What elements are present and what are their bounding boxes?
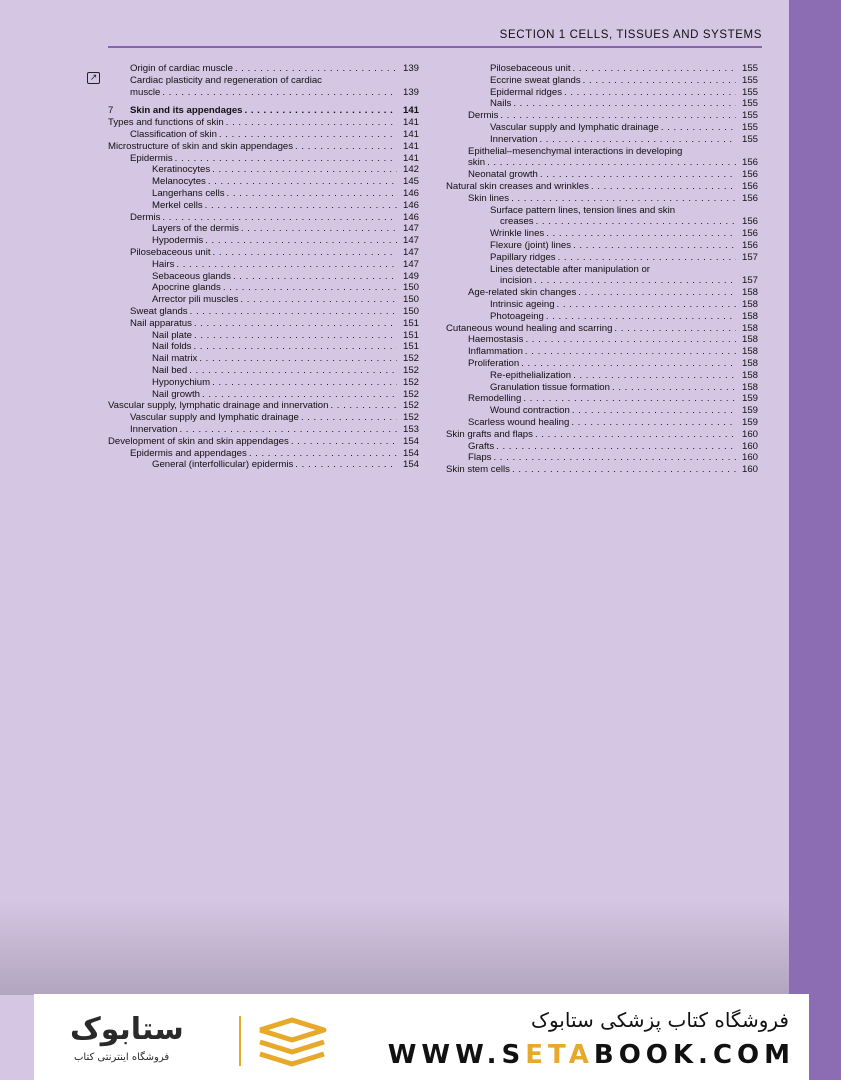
toc-entry [108,365,419,377]
toc-page-number: 155 [741,110,758,122]
dot-leader [513,98,736,110]
toc-page-number: 160 [741,428,758,440]
toc-page-number: 156 [741,216,758,228]
dot-leader [572,405,736,417]
toc-entry-title: Pilosebaceous unit [490,63,571,74]
toc-page-number: 154 [402,435,419,447]
toc-entry-title: Hyponychium [152,376,211,388]
toc-entry [108,200,419,212]
toc-entry [446,275,758,287]
toc-page-number: 156 [741,157,758,169]
toc-page-number: 152 [402,412,419,424]
toc-column-right [446,63,758,476]
dot-leader [175,153,397,165]
dot-leader [212,377,397,389]
toc-page-number: 147 [402,246,419,258]
toc-entry [446,252,758,264]
toc-entry-title: Wound contraction [490,405,570,417]
toc-page-number: 147 [402,258,419,270]
toc-page-number: 150 [402,305,419,317]
toc-entry [446,441,758,453]
brand-logo-subtitle: فروشگاه اینترنتی کتاب [74,1052,170,1063]
dot-leader [190,306,397,318]
toc-entry [108,436,419,448]
toc-entry [108,63,419,75]
toc-entry-title: Innervation [130,423,178,435]
dot-leader [189,365,397,377]
dot-leader [212,164,397,176]
dot-leader [536,216,736,228]
toc-entry-title: Eccrine sweat glands [490,74,581,86]
toc-entry [446,382,758,394]
toc-entry-title: Types and functions of skin [108,117,224,129]
toc-entry-title: Langerhans cells [152,187,225,199]
toc-entry-title: Apocrine glands [152,282,221,294]
toc-page-number: 158 [741,287,758,299]
toc-page-number: 141 [402,128,419,140]
toc-entry [108,188,419,200]
online-content-icon: ↗ [87,72,100,84]
url-part-2: BOOK.COM [593,1040,795,1070]
dot-leader [213,247,397,259]
toc-page-number: 155 [741,133,758,145]
toc-entry-title: Merkel cells [152,199,203,211]
dot-leader [487,157,736,169]
toc-entry [446,146,758,158]
toc-entry [446,216,758,228]
toc-page-number: 150 [402,294,419,306]
toc-entry-title: Scarless wound healing [468,416,570,428]
dot-leader [591,181,736,193]
toc-entry-title: Vascular supply and lymphatic drainage [130,412,299,424]
toc-entry [446,87,758,99]
toc-page-number: 151 [402,317,419,329]
dot-leader [546,228,736,240]
dot-leader [241,223,397,235]
toc-entry-title: Dermis [468,110,499,122]
toc-entry-title: muscle [130,86,161,98]
toc-page-number: 156 [741,169,758,181]
toc-entry [108,271,419,283]
toc-entry [108,412,419,424]
toc-entry-title: Neonatal growth [468,169,538,181]
toc-entry [108,164,419,176]
toc-entry-title: Hypodermis [152,235,204,247]
toc-entry-title: creases [500,216,534,228]
toc-page-number: 141 [402,152,419,164]
toc-entry-title: Skin stem cells [446,464,510,476]
toc-entry [446,334,758,346]
toc-entry-title: Photoageing [490,310,544,322]
toc-page-number: 155 [741,86,758,98]
toc-entry-title: Nail folds [152,341,192,353]
toc-entry-title: Age-related skin changes [468,287,577,299]
toc-page-number: 155 [741,98,758,110]
toc-page-number: 139 [402,63,419,74]
toc-entry [446,63,758,75]
toc-entry-title: Melanocytes [152,176,206,188]
toc-entry-title: Dermis [130,211,161,223]
toc-page-number: 152 [402,388,419,400]
toc-page-number: 142 [402,164,419,176]
toc-page-number: 159 [741,405,758,417]
toc-entry [108,212,419,224]
toc-entry-title: incision [500,275,532,287]
dot-leader [525,334,736,346]
toc-page-number: 155 [741,121,758,133]
toc-entry-title: Papillary ridges [490,251,556,263]
toc-page-number: 141 [402,140,419,152]
toc-entry-title: Granulation tissue formation [490,381,610,393]
toc-page-number: 152 [402,400,419,412]
toc-page-number: 156 [741,228,758,240]
toc-entry-title: Wrinkle lines [490,228,545,240]
dot-leader [661,122,736,134]
toc-entry [108,400,419,412]
dot-leader [500,110,736,122]
toc-entry [446,75,758,87]
url-part-1: WWW.S [387,1040,526,1070]
dot-leader [162,212,397,224]
toc-entry [108,105,419,117]
toc-page-number: 158 [741,369,758,381]
toc-entry [108,153,419,165]
toc-entry [108,75,419,87]
dot-leader [194,318,397,330]
toc-entry [446,169,758,181]
toc-entry [108,330,419,342]
book-stack-logo-icon [252,1016,332,1068]
dot-leader [199,353,397,365]
toc-entry-title: Hairs [152,258,175,270]
dot-leader [573,240,736,252]
toc-page-number: 152 [402,353,419,365]
toc-page-number: 152 [402,376,419,388]
shop-title: فروشگاه کتاب پزشکی ستابوک [531,1008,789,1032]
toc-page-number: 158 [741,322,758,334]
toc-entry-title: Grafts [468,440,495,452]
dot-leader [240,294,397,306]
dot-leader [546,311,736,323]
dot-leader [583,75,736,87]
toc-entry [108,294,419,306]
dot-leader [521,358,736,370]
dot-leader [179,424,397,436]
dot-leader [295,141,397,153]
dot-leader [496,441,736,453]
toc-page-number: 158 [741,381,758,393]
toc-entry [446,323,758,335]
toc-entry-title: Innervation [490,133,538,145]
toc-entry-title: Flexure (joint) lines [490,239,572,251]
dot-leader [578,287,736,299]
dot-leader [523,393,736,405]
dot-leader [557,299,736,311]
toc-entry [108,235,419,247]
toc-entry-title: Pilosebaceous unit [130,246,211,258]
toc-entry [108,259,419,271]
toc-page-number: 154 [402,447,419,459]
toc-entry-title: Epidermis [130,152,173,164]
toc-entry-title: Skin and its appendages [130,105,243,117]
toc-page-number: 146 [402,187,419,199]
toc-entry-title: Epidermis and appendages [130,447,247,459]
toc-entry [446,264,758,276]
toc-entry [108,176,419,188]
toc-page-number: 158 [741,298,758,310]
toc-entry-title: Vascular supply and lymphatic drainage [490,121,659,133]
toc-entry [446,429,758,441]
toc-entry-title: Cardiac plasticity and regeneration of cardiac [130,74,322,86]
dot-leader [235,63,397,75]
toc-entry-title: Re-epithelialization [490,369,572,381]
toc-page-number: 159 [741,393,758,405]
toc-entry [108,424,419,436]
dot-leader [493,452,736,464]
toc-page-number: 159 [741,416,758,428]
toc-entry-title: Microstructure of skin and skin appendages [108,140,294,152]
toc-page-number: 147 [402,235,419,247]
dot-leader [573,370,736,382]
toc-page-number: 152 [402,364,419,376]
toc-entry-title: Haemostasis [468,334,524,346]
toc-page-number: 157 [741,275,758,287]
running-header [108,28,762,48]
toc-entry-title: Cutaneous wound healing and scarring [446,322,613,334]
dot-leader [612,382,736,394]
dot-leader [525,346,736,358]
dot-leader [558,252,736,264]
toc-entry [446,405,758,417]
toc-entry [446,311,758,323]
toc-page-number: 158 [741,346,758,358]
publisher-footer [34,994,809,1080]
toc-entry-title: Lines detectable after manipulation or [490,263,650,275]
toc-entry-title: Development of skin and skin appendages [108,435,289,447]
toc-entry-title: Intrinsic ageing [490,298,555,310]
toc-entry [446,134,758,146]
dot-leader [511,193,736,205]
toc-entry [108,117,419,129]
toc-page-number: 156 [741,239,758,251]
toc-entry [108,318,419,330]
toc-entry [446,181,758,193]
toc-entry [446,287,758,299]
toc-entry [108,223,419,235]
toc-entry-title: Keratinocytes [152,164,211,176]
toc-page-number: 157 [741,251,758,263]
dot-leader [573,63,736,75]
toc-entry [446,110,758,122]
toc-entry-title: Layers of the dermis [152,223,239,235]
dot-leader [226,117,397,129]
toc-entry-title: Skin lines [468,192,510,204]
toc-page-number: 141 [402,117,419,129]
toc-entry [108,448,419,460]
toc-entry [446,452,758,464]
toc-page-number: 160 [741,452,758,464]
toc-entry-title: Nail bed [152,364,188,376]
dot-leader [245,105,398,117]
toc-entry [446,358,758,370]
page-shadow [0,900,789,995]
toc-entry-title: Proliferation [468,357,520,369]
toc-column-left [108,63,419,471]
dot-leader [193,341,397,353]
toc-entry [108,282,419,294]
dot-leader [535,429,736,441]
toc-entry-title: Nail apparatus [130,317,192,329]
toc-entry [446,240,758,252]
toc-entry-title: Nail matrix [152,353,198,365]
toc-entry-title: Arrector pili muscles [152,294,239,306]
dot-leader [295,459,397,471]
toc-entry [108,377,419,389]
toc-entry-title: Vascular supply, lymphatic drainage and innervation [108,400,329,412]
dot-leader [208,176,397,188]
toc-entry-title: Skin grafts and flaps [446,428,533,440]
dot-leader [249,448,397,460]
toc-page-number: 146 [402,211,419,223]
dot-leader [540,169,736,181]
dot-leader [233,271,397,283]
toc-entry [446,122,758,134]
toc-entry-title: Inflammation [468,346,523,358]
toc-page-number: 160 [741,440,758,452]
toc-entry [446,228,758,240]
toc-page-number: 156 [741,192,758,204]
toc-entry-title: Epithelial–mesenchymal interactions in developing [468,145,683,157]
toc-page-number: 139 [402,86,419,98]
toc-entry-title: Sebaceous glands [152,270,231,282]
toc-entry [446,157,758,169]
toc-page-number: 158 [741,310,758,322]
dot-leader [205,235,397,247]
toc-entry [446,393,758,405]
toc-page-number: 146 [402,199,419,211]
toc-page-number: 141 [402,105,419,117]
side-color-bar [789,0,841,1080]
dot-leader [205,200,397,212]
chapter-number: 7 [108,105,114,117]
toc-entry-title: Nail growth [152,388,200,400]
toc-entry-title: Classification of skin [130,128,217,140]
toc-entry-title: General (interfollicular) epidermis [152,459,294,471]
toc-entry-title: Nail plate [152,329,192,341]
dot-leader [301,412,397,424]
toc-entry-title: Nails [490,98,512,110]
toc-page-number: 158 [741,357,758,369]
dot-leader [330,400,397,412]
toc-entry [446,98,758,110]
dot-leader [162,87,397,99]
toc-entry-title: Origin of cardiac muscle [130,63,233,74]
dot-leader [176,259,397,271]
toc-entry-title: Remodelling [468,393,522,405]
toc-entry-title: Flaps [468,452,492,464]
toc-entry [446,417,758,429]
brand-logo-text: ستابوک [70,1012,184,1047]
dot-leader [219,129,397,141]
dot-leader [534,275,736,287]
dot-leader [202,389,397,401]
dot-leader [564,87,736,99]
shop-url[interactable] [388,1040,795,1070]
toc-entry-title: Sweat glands [130,305,188,317]
toc-entry-title: Natural skin creases and wrinkles [446,180,589,192]
toc-page-number: 160 [741,464,758,476]
toc-entry [108,389,419,401]
dot-leader [539,134,736,146]
toc-page-number: 154 [402,459,419,471]
dot-leader [291,436,397,448]
toc-entry-title: skin [468,157,486,169]
toc-page-number: 151 [402,341,419,353]
toc-entry [446,193,758,205]
dot-leader [194,330,397,342]
toc-entry [108,247,419,259]
dot-leader [223,282,397,294]
toc-entry-title: Epidermal ridges [490,86,562,98]
toc-entry [446,205,758,217]
url-part-accent: ETA [525,1040,594,1070]
dot-leader [512,464,736,476]
section-title: SECTION 1 CELLS, TISSUES AND SYSTEMS [499,29,762,41]
toc-page-number: 155 [741,74,758,86]
toc-entry [108,129,419,141]
logo-divider [239,1016,241,1066]
dot-leader [614,323,736,335]
toc-entry [108,306,419,318]
toc-entry [108,341,419,353]
toc-page-number: 158 [741,334,758,346]
toc-page-number: 151 [402,329,419,341]
toc-entry-title: Surface pattern lines, tension lines and skin [490,204,676,216]
dot-leader [227,188,397,200]
toc-entry [108,353,419,365]
toc-page-number: 150 [402,282,419,294]
toc-page-number: 153 [402,423,419,435]
toc-entry [446,299,758,311]
toc-entry [446,346,758,358]
toc-page-number: 155 [741,63,758,74]
toc-entry [108,141,419,153]
toc-page-number: 145 [402,176,419,188]
toc-page-number: 147 [402,223,419,235]
toc-page-number: 149 [402,270,419,282]
toc-entry [108,459,419,471]
toc-entry [446,370,758,382]
toc-entry [446,464,758,476]
toc-entry [108,87,419,99]
dot-leader [571,417,736,429]
toc-page-number: 156 [741,180,758,192]
